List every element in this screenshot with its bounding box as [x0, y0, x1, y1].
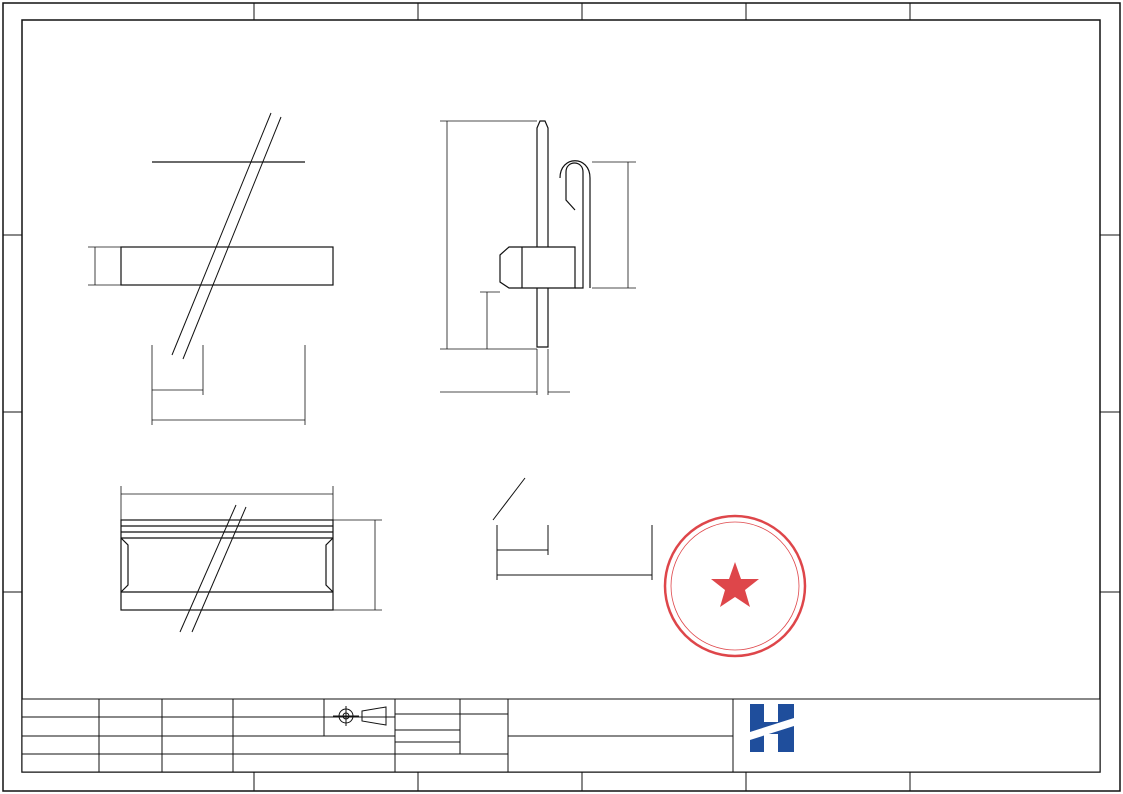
pcb-layout [493, 478, 652, 580]
company-logo [746, 702, 798, 754]
side-view [500, 121, 590, 347]
top-view [121, 505, 333, 632]
outer-frame [3, 3, 1120, 791]
stamp-star-icon [711, 562, 759, 607]
title-block [22, 699, 1100, 772]
inner-frame [22, 20, 1100, 772]
front-view [121, 113, 333, 359]
zone-ticks [3, 3, 1120, 791]
